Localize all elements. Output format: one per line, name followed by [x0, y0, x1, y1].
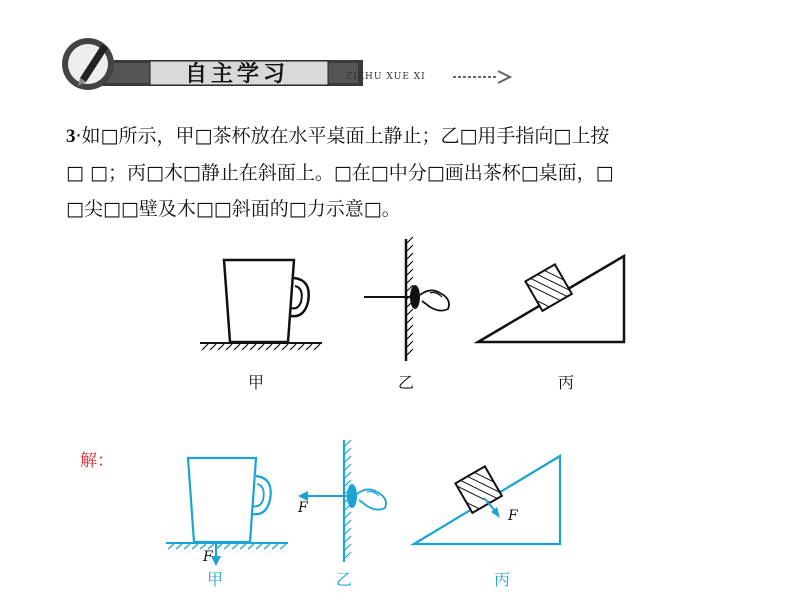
figure-label-jia: 甲 [248, 373, 265, 392]
figure-incline [474, 250, 634, 350]
question-text [66, 118, 736, 227]
figure-wall-pin [360, 235, 460, 365]
answer-label-jia: 甲 [207, 570, 224, 589]
pen-icon [62, 38, 114, 90]
figure-cup [196, 250, 326, 360]
figure-label-yi: 乙 [398, 373, 415, 392]
figure-label-bing: 丙 [558, 373, 575, 392]
banner-subtitle: ZIZHU XUE XI [346, 72, 426, 82]
answer-label-yi: 乙 [336, 570, 353, 589]
answer-figure-cup [160, 450, 295, 570]
answer-label-bing: 丙 [494, 570, 511, 589]
answer-figure-incline [410, 450, 570, 550]
answer-label: 解： [80, 451, 114, 471]
question-line-1-text: 如□所示，甲□茶杯放在水平桌面上静止；乙□用手指向□上按 [81, 125, 610, 147]
question-line-2: □ □；丙□木□静止在斜面上。□在□中分□画出茶杯□桌面，□ [66, 162, 614, 184]
answer-force-label-incline: F [508, 508, 518, 524]
question-number: 3 [66, 126, 76, 147]
question-line-3: □尖□□壁及木□□斜面的□力示意□。 [66, 198, 401, 220]
banner-title: 自主学习 [184, 62, 289, 87]
question-line-1 [66, 118, 736, 155]
answer-force-label-cup: F [203, 549, 213, 565]
answer-force-label-pin: F [298, 500, 308, 516]
question-sep: · [75, 125, 82, 147]
